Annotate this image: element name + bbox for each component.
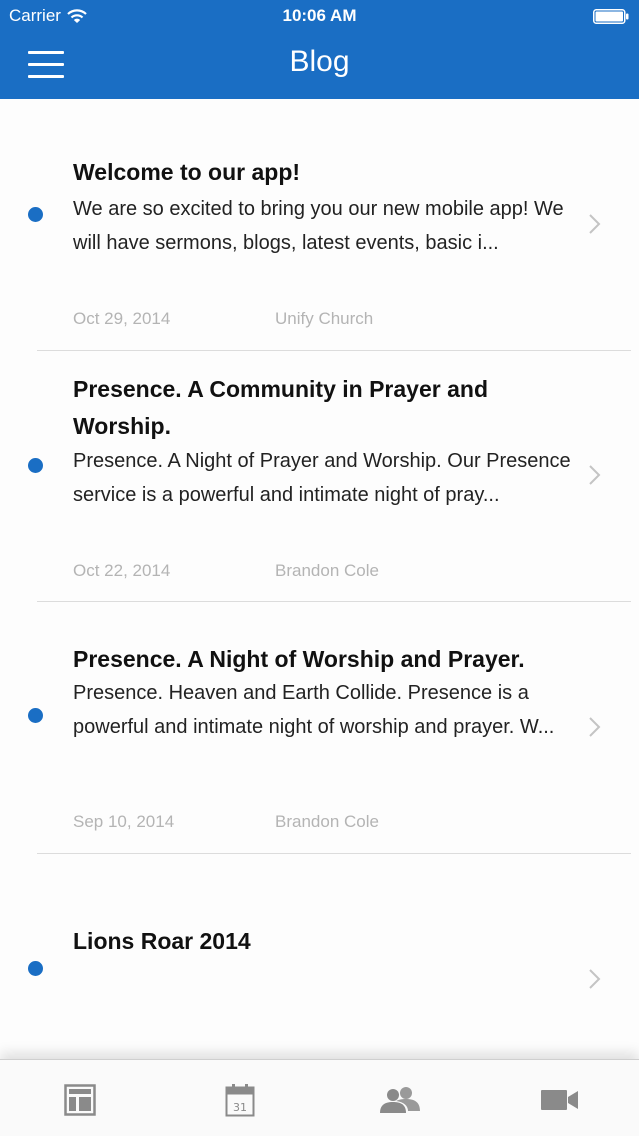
chevron-right-icon bbox=[588, 968, 602, 990]
people-icon bbox=[378, 1086, 422, 1114]
calendar-icon bbox=[225, 1083, 255, 1117]
status-time: 10:06 AM bbox=[282, 6, 357, 25]
blog-post-item[interactable] bbox=[0, 602, 639, 854]
post-author: Unify Church bbox=[275, 309, 374, 328]
chevron-right-icon bbox=[588, 464, 602, 486]
blog-post-item[interactable] bbox=[0, 351, 639, 602]
page-title: Blog bbox=[289, 45, 350, 78]
navigation-bar bbox=[0, 33, 639, 99]
post-author: Brandon Cole bbox=[275, 561, 379, 580]
post-title: Presence. A Community in Prayer and Worship. bbox=[73, 376, 488, 439]
carrier-label: Carrier bbox=[9, 6, 61, 25]
unread-indicator bbox=[28, 458, 43, 473]
tab-community[interactable] bbox=[378, 1080, 422, 1120]
post-title: Welcome to our app! bbox=[73, 159, 301, 185]
blog-list[interactable] bbox=[0, 99, 639, 1059]
video-camera-icon bbox=[540, 1088, 580, 1112]
unread-indicator bbox=[28, 961, 43, 976]
blog-post-item[interactable] bbox=[0, 99, 639, 351]
post-excerpt: We are so excited to bring you our new mobile app! We will have sermons, blogs, latest events, basic i... bbox=[73, 198, 564, 254]
layout-grid-icon bbox=[64, 1084, 96, 1116]
blog-post-item[interactable] bbox=[0, 854, 639, 1059]
tab-bar bbox=[0, 1059, 639, 1136]
post-date: Sep 10, 2014 bbox=[73, 812, 175, 831]
chevron-right-icon bbox=[588, 213, 602, 235]
battery-icon bbox=[593, 9, 629, 24]
calendar-day-number: 31 bbox=[233, 1101, 247, 1114]
post-title: Presence. A Night of Worship and Prayer. bbox=[73, 646, 525, 672]
post-author: Brandon Cole bbox=[275, 812, 379, 831]
post-date: Oct 29, 2014 bbox=[73, 309, 171, 328]
tab-blog[interactable] bbox=[58, 1080, 102, 1120]
unread-indicator bbox=[28, 207, 43, 222]
tab-media[interactable] bbox=[538, 1080, 582, 1120]
post-date: Oct 22, 2014 bbox=[73, 561, 171, 580]
tab-events[interactable] bbox=[218, 1080, 262, 1120]
status-bar bbox=[0, 0, 639, 33]
post-excerpt: Presence. Heaven and Earth Collide. Presence is a powerful and intimate night of worship and prayer. W... bbox=[73, 682, 555, 738]
app-header bbox=[0, 0, 639, 99]
post-excerpt: Presence. A Night of Prayer and Worship. Our Presence service is a powerful and intimate night of pray... bbox=[73, 450, 571, 506]
unread-indicator bbox=[28, 708, 43, 723]
chevron-right-icon bbox=[588, 716, 602, 738]
post-title: Lions Roar 2014 bbox=[73, 928, 251, 954]
